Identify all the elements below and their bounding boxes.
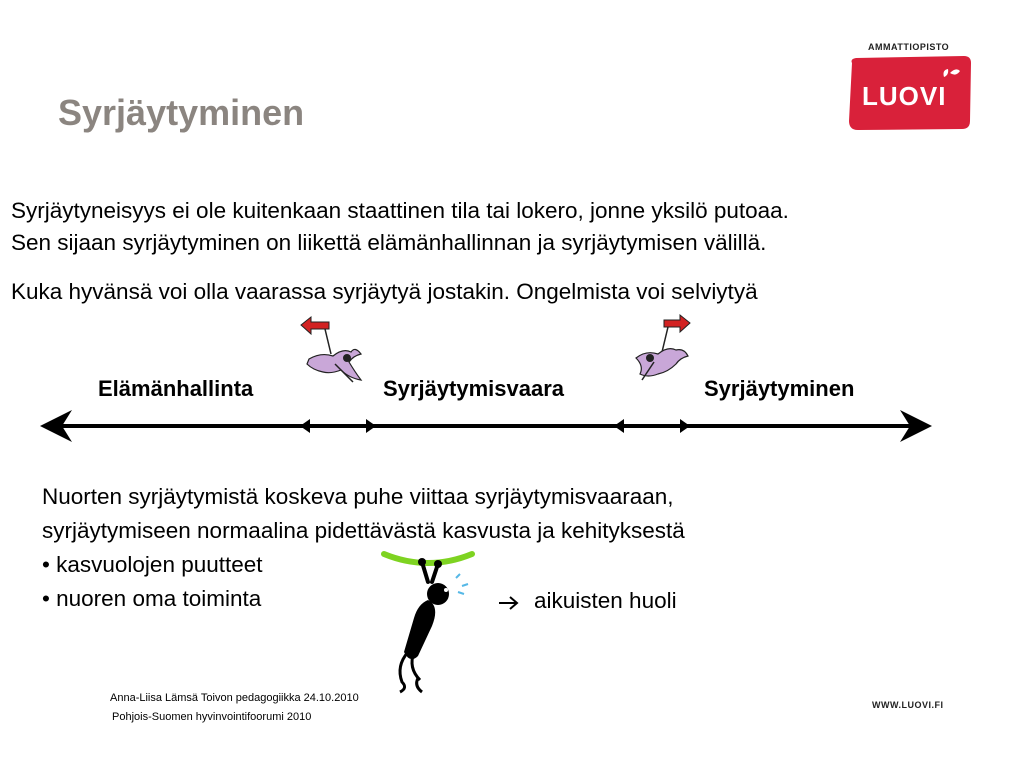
continuum-arrow (36, 408, 936, 444)
footer-author: Anna-Liisa Lämsä Toivon pedagogiikka 24.10.2010 (110, 692, 359, 704)
svg-text:LUOVI: LUOVI (862, 81, 947, 111)
hanging-figure-icon (378, 548, 482, 698)
axis-label-syrjaytyminen: Syrjäytyminen (704, 376, 855, 401)
figure-with-right-arrow-sign-icon (628, 312, 698, 384)
bullet-kasvuolojen: • kasvuolojen puutteet (42, 552, 263, 577)
intro-line-1: Syrjäytyneisyys ei ole kuitenkaan staattinen tila tai lokero, jonne yksilö putoaa. (11, 198, 789, 223)
footer-event: Pohjois-Suomen hyvinvointifoorumi 2010 (112, 711, 312, 723)
brand-url: WWW.LUOVI.FI (872, 700, 944, 710)
intro-line-2: Sen sijaan syrjäytyminen on liikettä elämänhallinnan ja syrjäytymisen välillä. (11, 230, 767, 255)
lower-line-2: syrjäytymiseen normaalina pidettävästä kasvusta ja kehityksestä (42, 518, 685, 543)
bullet-nuoren: • nuoren oma toiminta (42, 586, 262, 611)
arrow-note-text: aikuisten huoli (534, 588, 677, 613)
brand-tagline: AMMATTIOPISTO (868, 42, 950, 52)
page-title: Syrjäytyminen (58, 92, 305, 133)
right-arrow-icon (498, 594, 520, 612)
axis-label-elamanhallinta: Elämänhallinta (98, 376, 254, 401)
intro-line-3: Kuka hyvänsä voi olla vaarassa syrjäytyä jostakin. Ongelmista voi selviytyä (11, 279, 758, 304)
luovi-logo-icon (846, 55, 974, 131)
axis-label-syrjaytymisvaara: Syrjäytymisvaara (383, 376, 565, 401)
figure-with-left-arrow-sign-icon (295, 314, 371, 386)
lower-line-1: Nuorten syrjäytymistä koskeva puhe viittaa syrjäytymisvaaraan, (42, 484, 674, 509)
